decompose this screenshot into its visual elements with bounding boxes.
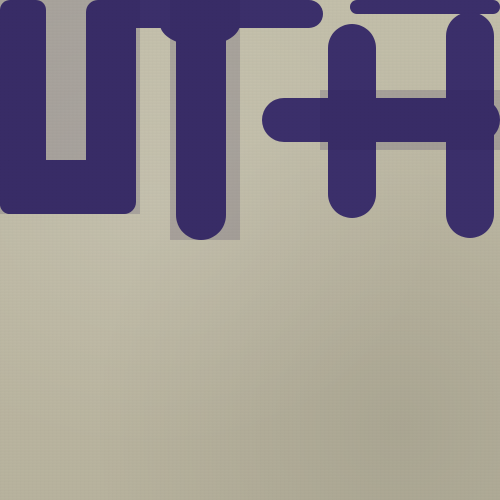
ink-shade-center bbox=[170, 0, 240, 240]
ink-shade-right bbox=[320, 90, 500, 150]
ink-shading bbox=[0, 0, 500, 240]
right-top-fragment bbox=[350, 0, 500, 14]
ink-shade-left bbox=[0, 0, 140, 214]
